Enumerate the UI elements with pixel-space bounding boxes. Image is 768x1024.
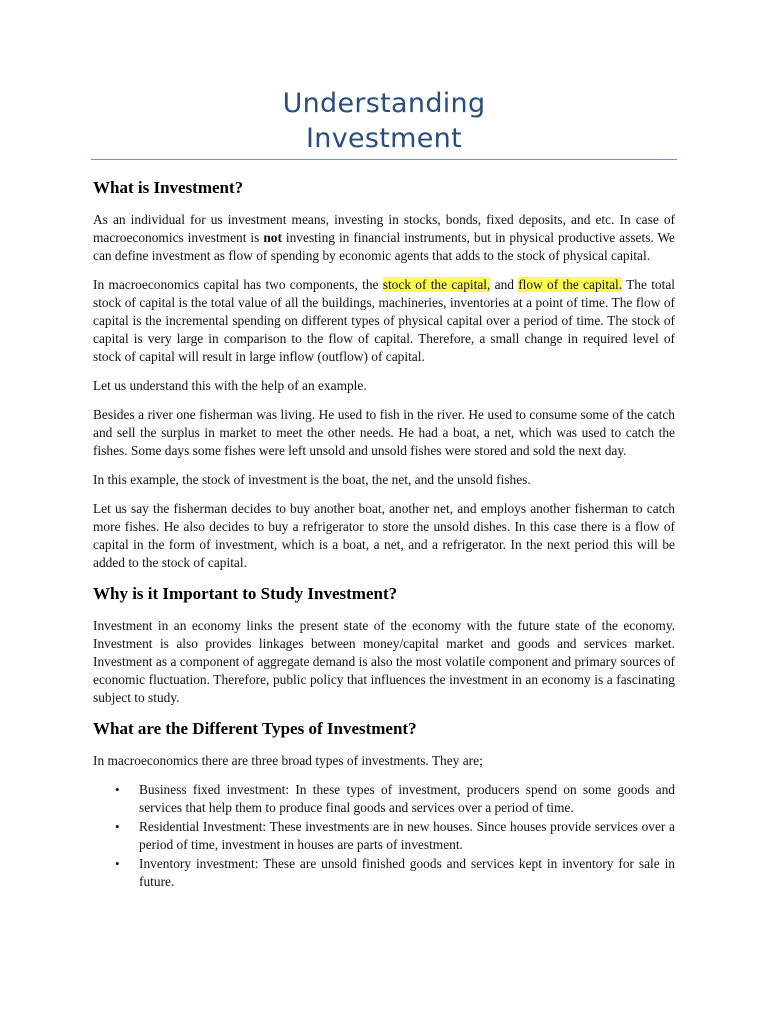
paragraph: In this example, the stock of investment is the boat, the net, and the unsold fishes. <box>93 472 531 487</box>
paragraph: Besides a river one fisherman was living. He used to fish in the river. He used to consume some of the catch and sell the surplus in market to meet the other needs. He had a boat, a net, which was used to catch the fishes. Some days some fishes were left unsold and unsold fishes were stored and sold the next day. <box>93 407 675 458</box>
highlight-stock-of-capital: stock of the capital, <box>382 277 491 292</box>
text-run: In macroeconomics capital has two components, the <box>93 277 383 292</box>
title-divider <box>91 159 677 160</box>
list-item <box>93 855 675 891</box>
text-run: As an individual for us investment means, investing in stocks, bonds, fixed deposits, and etc. In case of macroeconomics investment is <box>93 212 675 245</box>
section-heading-what-is-investment: What is Investment? <box>93 178 244 197</box>
paragraph: Let us say the fisherman decides to buy another boat, another net, and employs another fisherman to catch more fishes. He also decides to buy a refrigerator to store the unsold dishes. In this case there is a flow of capital in the form of investment, which is a boat, a net, and a refrigerator. In the next period this will be added to the stock of capital. <box>93 501 675 570</box>
list-item-text: Business fixed investment: In these types of investment, producers spend on some goods and services that help them to produce final goods and services over a period of time. <box>139 782 675 815</box>
text-run: investing in financial instruments, but in physical productive assets. We can define investment as flow of spending by economic agents that adds to the stock of physical capital. <box>93 230 675 263</box>
list-item <box>93 781 675 817</box>
list-item <box>93 818 675 854</box>
list-item-text: Inventory investment: These are unsold finished goods and services kept in inventory for sale in future. <box>139 856 675 889</box>
bullet-icon: • <box>115 782 120 797</box>
paragraph: Let us understand this with the help of an example. <box>93 378 367 393</box>
title-line-2: Investment <box>306 123 462 154</box>
list-item-text: Residential Investment: These investments are in new houses. Since houses provide services over a period of time, investment in houses are parts of investment. <box>139 819 675 852</box>
section-heading-why-study-investment: Why is it Important to Study Investment? <box>93 584 398 603</box>
paragraph: Investment in an economy links the present state of the economy with the future state of the economy. Investment is also provides linkages between money/capital market and goods and services market. Investment as a component of aggregate demand is also the most volatile component and primary sources of economic fluctuation. Therefore, public policy that influences the investment in an economy is a fascinating subject to study. <box>93 618 675 705</box>
bold-text: not <box>263 230 282 245</box>
highlight-flow-of-capital: flow of the capital. <box>518 277 623 292</box>
paragraph <box>93 211 675 265</box>
paragraph <box>93 276 675 366</box>
document-title <box>0 86 768 156</box>
paragraph: In macroeconomics there are three broad types of investments. They are; <box>93 753 483 768</box>
investment-types-list <box>93 781 675 891</box>
bullet-icon: • <box>115 819 120 834</box>
section-heading-types-of-investment: What are the Different Types of Investment? <box>93 719 417 738</box>
title-line-1: Understanding <box>282 88 486 119</box>
text-run: and <box>490 277 519 292</box>
document-body <box>93 177 675 892</box>
text-run: The total stock of capital is the total value of all the buildings, machineries, inventories at a point of time. The flow of capital is the incremental spending on different types of physical capital over a period of time. The stock of capital is very large in comparison to the flow of capital. Therefore, a small change in required level of stock of capital will result in large inflow (outflow) of capital. <box>93 277 676 364</box>
bullet-icon: • <box>115 856 120 871</box>
